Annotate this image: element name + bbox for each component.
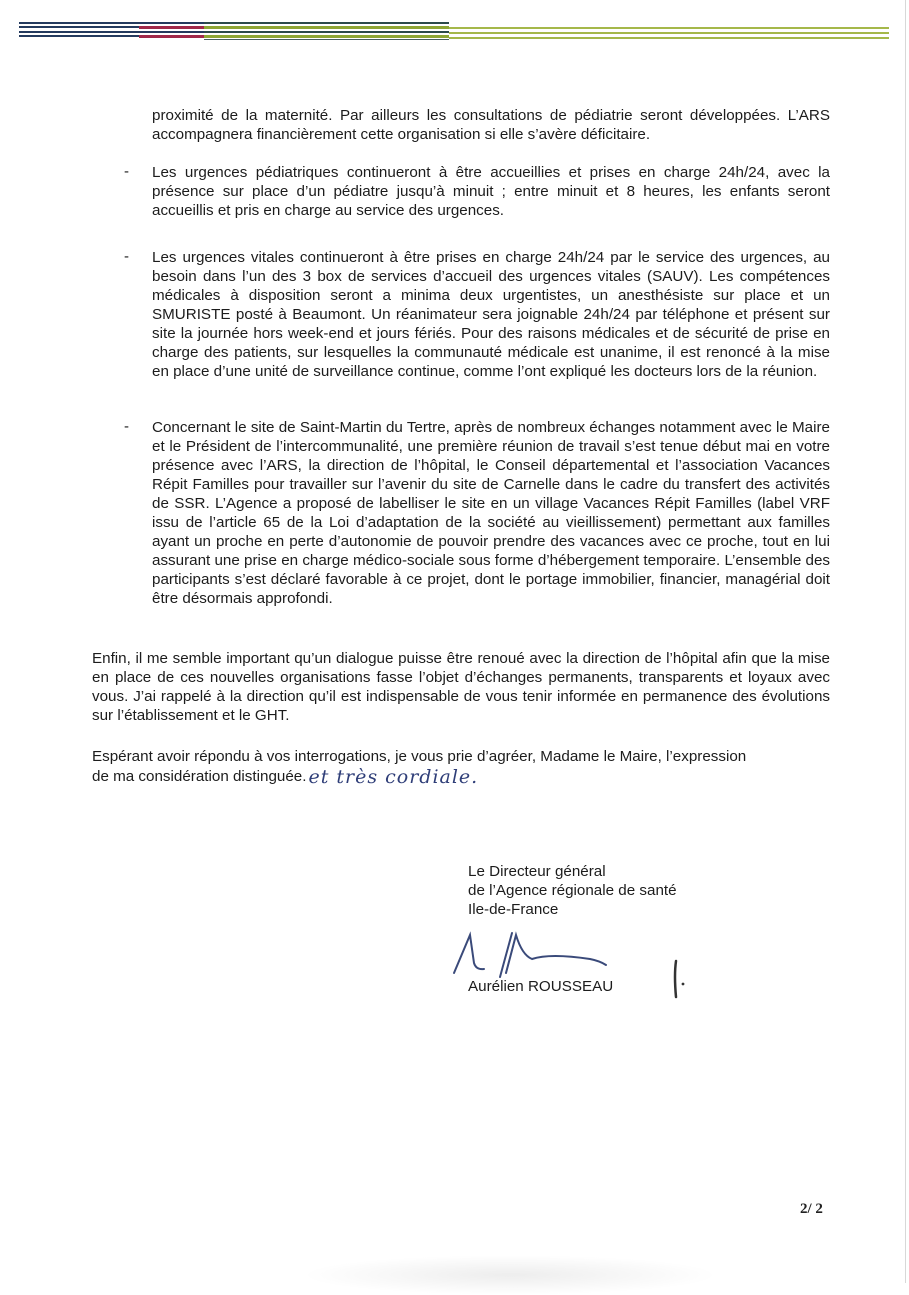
bullet-marker: -	[124, 418, 129, 435]
bullet-item-pediatric-emergencies: Les urgences pédiatriques continueront à être accueillies et prises en charge 24h/24, avec la présence sur place d’un pédiatre jusqu’à minuit ; entre minuit et 8 heures, les enfants seront accueillis et pris en charge au service des urgences.	[152, 164, 830, 219]
letterhead-rule	[19, 22, 889, 42]
signatory-region: Ile-de-France	[468, 901, 559, 918]
bullet-item-saint-martin-site: Concernant le site de Saint-Martin du Tertre, après de nombreux échanges notamment avec le Maire et le Président de l’intercommunalité, une première réunion de travail s’est tenue début mai en votre présence avec l’ARS, la direction de l’hôpital, le Conseil départemental et l’association Vacances Répit Familles pour travailler sur l’avenir du site de Carnelle dans le cadre du transfert des activités de SSR. L’Agence a proposé de labelliser le site en un village Vacances Répit Familles (label VRF issu de l’article 65 de la Loi d’adaptation de la société au vieillissement) permettant aux familles ayant un proche en perte d’autonomie de pouvoir prendre des vacances avec ce proche, tout en lui assurant une prise en charge médico-sociale sous forme d’hébergement temporaire. L’ensemble des participants s’est déclaré favorable à ce projet, dont le portage immobilier, financier, managérial doit être désormais approfondi.	[152, 419, 830, 607]
signature-block	[468, 862, 677, 919]
paragraph-dialogue: Enfin, il me semble important qu’un dialogue puisse être renoué avec la direction de l’hôpital afin que la mise en place de ces nouvelles organisations fasse l’objet d’échanges permanents, transparents et loyaux avec vous. J’ai rappelé à la direction qu’il est indispensable de vous tenir informée en permanence des évolutions sur l’établissement et le GHT.	[92, 650, 830, 724]
bullet-item-vital-emergencies: Les urgences vitales continueront à être prises en charge 24h/24 par le service des urgences, au besoin dans l’un des 3 box de services d’accueil des urgences vitales (SAUV). Les compétences médicales à disposition seront a minima deux urgentistes, un anesthésiste sur place et un SMURISTE posté à Beaumont. Un réanimateur sera joignable 24h/24 par téléphone et présent sur site la journée hors week-end et jours fériés. Pour des raisons médicales et de sécurité de prise en charge des patients, sur lesquelles la communauté médicale est unanime, il est renoncé à la mise en place d’une unité de surveillance continue, comme l’ont expliqué les docteurs lors de la réunion.	[152, 249, 830, 380]
closing-formula: Espérant avoir répondu à vos interrogations, je vous prie d’agréer, Madame le Maire, l’expression de ma considération distinguée. et très cordiale.	[92, 748, 747, 788]
scan-shadow	[300, 1255, 720, 1295]
continuation-paragraph: proximité de la maternité. Par ailleurs les consultations de pédiatrie seront développées. L’ARS accompagnera financièrement cette organisation si elle s’avère déficitaire.	[152, 107, 830, 143]
signatory-title: Le Directeur général	[468, 863, 606, 880]
bullet-marker: -	[124, 163, 129, 180]
handwritten-addition: et très cordiale.	[308, 766, 479, 788]
page-number: 2/ 2	[800, 1201, 823, 1217]
signatory-agency: de l’Agence régionale de santé	[468, 882, 677, 899]
signatory-name: Aurélien ROUSSEAU	[468, 978, 614, 995]
page-edge	[905, 0, 906, 1283]
bullet-marker: -	[124, 248, 129, 265]
